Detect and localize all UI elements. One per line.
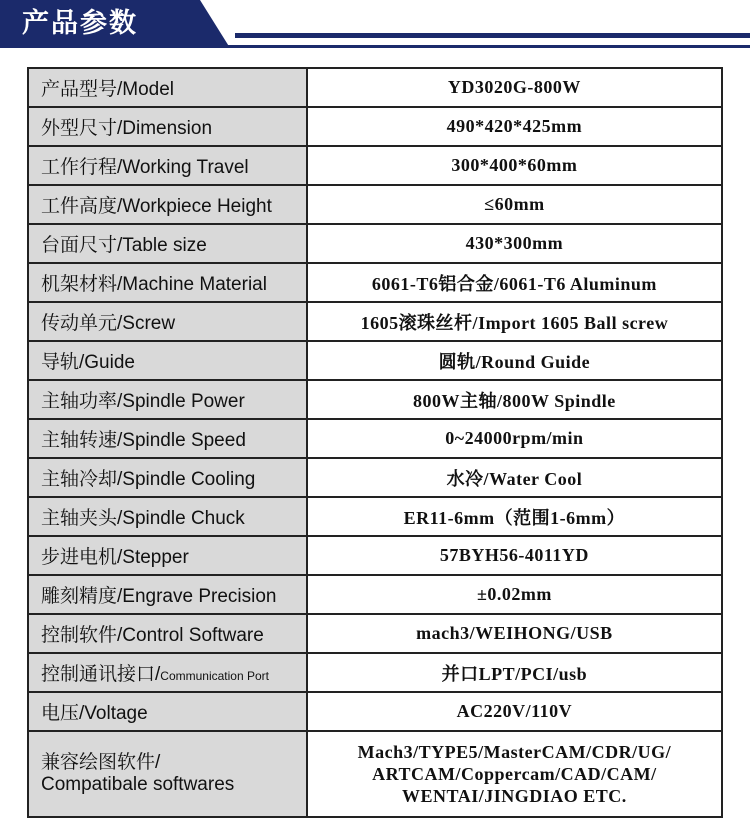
spec-label [28, 731, 307, 817]
spec-value: 圆轨/Round Guide [307, 341, 722, 380]
spec-value-line: WENTAI/JINGDIAO ETC. [402, 786, 627, 806]
spec-value: 800W主轴/800W Spindle [307, 380, 722, 419]
table-row [28, 224, 722, 263]
spec-value: AC220V/110V [307, 692, 722, 731]
spec-value: 300*400*60mm [307, 146, 722, 185]
table-row [28, 497, 722, 536]
spec-label: 产品型号/Model [28, 68, 307, 107]
header-banner [0, 0, 750, 52]
spec-value: ER11-6mm（范围1-6mm） [307, 497, 722, 536]
spec-label: 主轴转速/Spindle Speed [28, 419, 307, 458]
spec-label: 步进电机/Stepper [28, 536, 307, 575]
spec-value: ≤60mm [307, 185, 722, 224]
spec-table [27, 67, 723, 818]
table-row [28, 302, 722, 341]
table-row [28, 692, 722, 731]
table-row [28, 419, 722, 458]
table-row [28, 380, 722, 419]
spec-value-line: Mach3/TYPE5/MasterCAM/CDR/UG/ [357, 742, 672, 762]
spec-label: 传动单元/Screw [28, 302, 307, 341]
page-title: 产品参数 [22, 8, 138, 39]
spec-value: 6061-T6铝合金/6061-T6 Aluminum [307, 263, 722, 302]
spec-label: 主轴功率/Spindle Power [28, 380, 307, 419]
spec-value: ±0.02mm [307, 575, 722, 614]
spec-value: YD3020G-800W [307, 68, 722, 107]
spec-label [28, 653, 307, 692]
table-row [28, 731, 722, 817]
spec-label: 导轨/Guide [28, 341, 307, 380]
table-row [28, 341, 722, 380]
spec-value: mach3/WEIHONG/USB [307, 614, 722, 653]
spec-value: 并口LPT/PCI/usb [307, 653, 722, 692]
spec-label-line: Compatibale softwares [41, 774, 235, 795]
table-row [28, 185, 722, 224]
table-row [28, 146, 722, 185]
spec-label: 雕刻精度/Engrave Precision [28, 575, 307, 614]
spec-value: 0~24000rpm/min [307, 419, 722, 458]
spec-value: 1605滚珠丝杆/Import 1605 Ball screw [307, 302, 722, 341]
spec-value-line: ARTCAM/Coppercam/CAD/CAM/ [372, 764, 657, 784]
table-row [28, 263, 722, 302]
spec-label: 控制软件/Control Software [28, 614, 307, 653]
spec-label: 主轴夹头/Spindle Chuck [28, 497, 307, 536]
table-row [28, 536, 722, 575]
spec-label-main: 控制通讯接口/ [41, 664, 161, 685]
banner-divider [235, 33, 750, 38]
spec-value: 57BYH56-4011YD [307, 536, 722, 575]
table-row [28, 68, 722, 107]
spec-value: 490*420*425mm [307, 107, 722, 146]
table-row [28, 107, 722, 146]
table-row [28, 458, 722, 497]
spec-label: 机架材料/Machine Material [28, 263, 307, 302]
spec-label: 外型尺寸/Dimension [28, 107, 307, 146]
spec-label: 工作行程/Working Travel [28, 146, 307, 185]
table-row [28, 614, 722, 653]
table-row [28, 575, 722, 614]
banner-underline [0, 45, 750, 48]
spec-label: 电压/Voltage [28, 692, 307, 731]
table-row [28, 653, 722, 692]
spec-label: 工件高度/Workpiece Height [28, 185, 307, 224]
spec-label-line: 兼容绘图软件/ [41, 752, 161, 773]
spec-value: 430*300mm [307, 224, 722, 263]
spec-label-small: Communication Port [160, 669, 269, 683]
spec-label: 主轴冷却/Spindle Cooling [28, 458, 307, 497]
spec-value: 水冷/Water Cool [307, 458, 722, 497]
spec-value [307, 731, 722, 817]
spec-label: 台面尺寸/Table size [28, 224, 307, 263]
